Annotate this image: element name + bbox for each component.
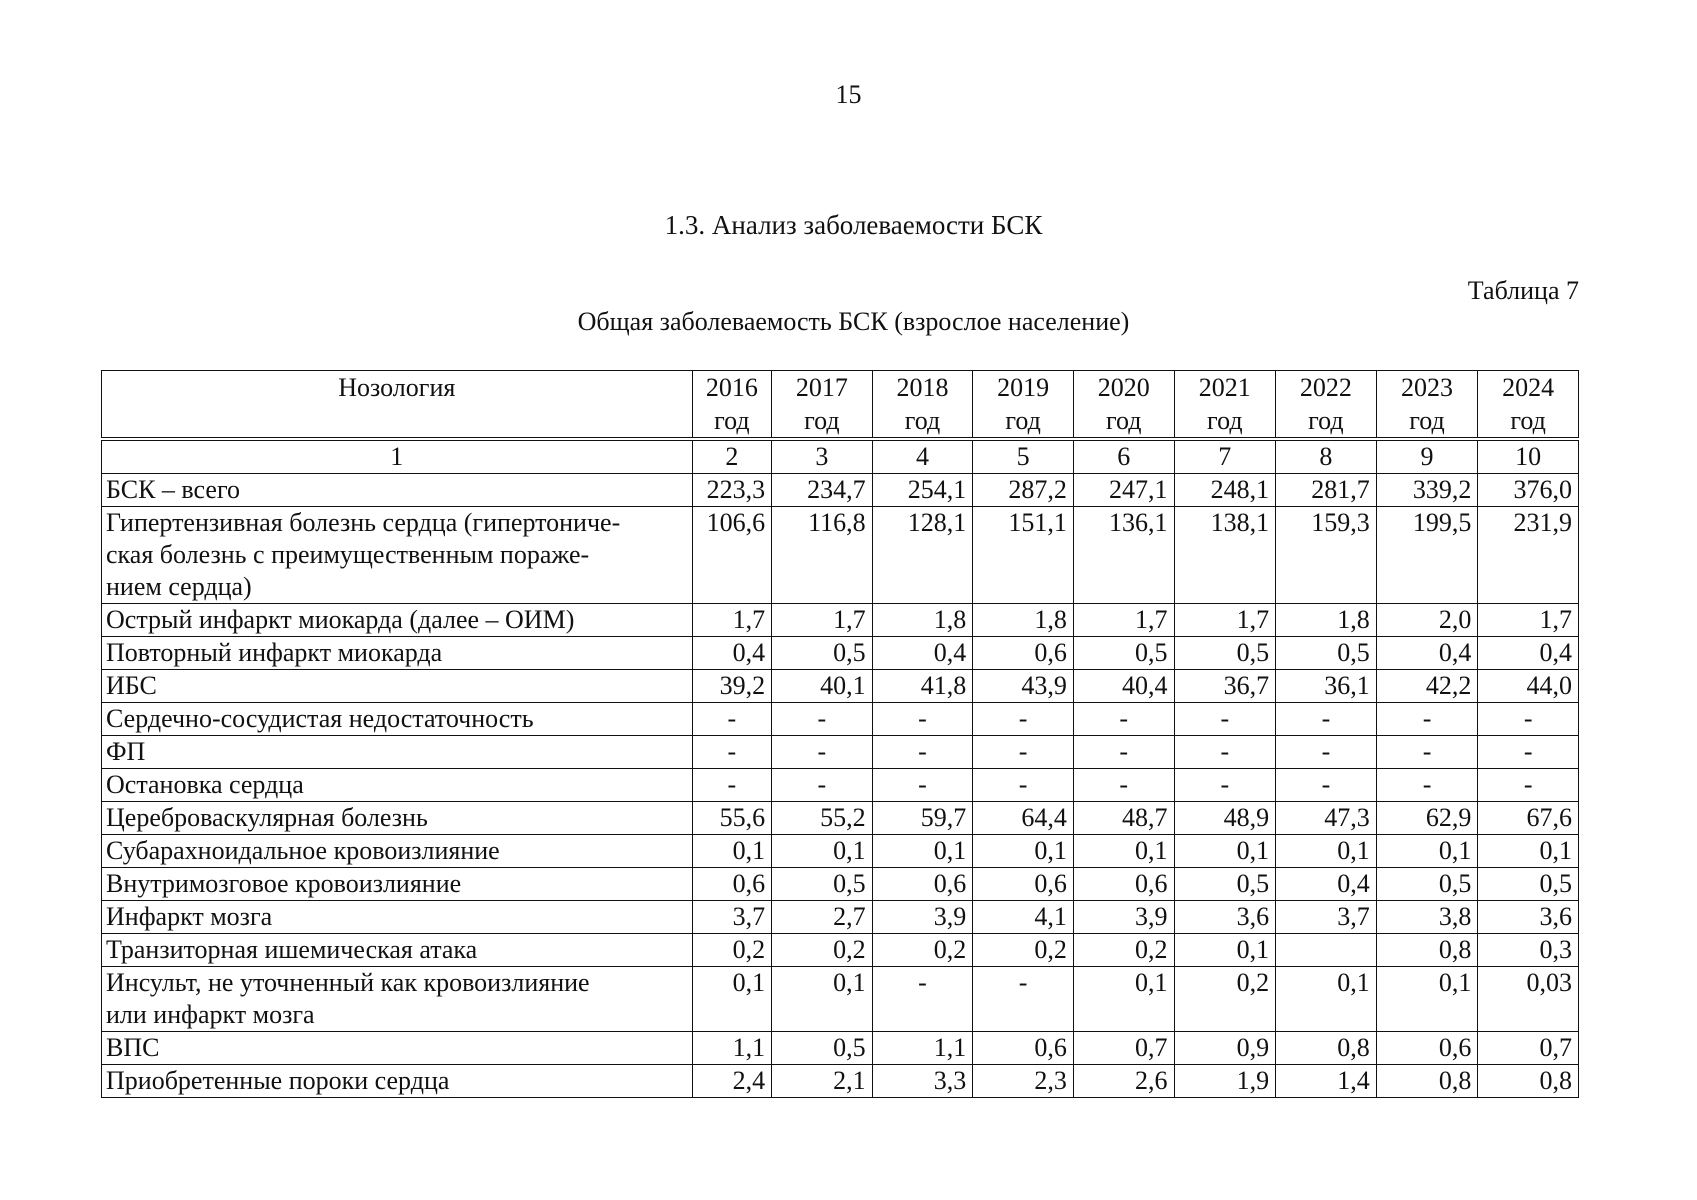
row-value-cell: 1,9 bbox=[1174, 1065, 1276, 1098]
row-nosology-name: Внутримозговое кровоизлияние bbox=[102, 868, 693, 901]
row-value-cell: 254,1 bbox=[872, 474, 973, 507]
row-nosology-name: Цереброваскулярная болезнь bbox=[102, 802, 693, 835]
row-value-cell: 0,4 bbox=[1276, 868, 1377, 901]
header-year: 2021 год bbox=[1174, 371, 1276, 440]
row-value-cell: 1,7 bbox=[1174, 604, 1276, 637]
row-value-cell: 281,7 bbox=[1276, 474, 1377, 507]
row-value-cell: 36,7 bbox=[1174, 670, 1276, 703]
row-value-cell: 287,2 bbox=[973, 474, 1074, 507]
row-value-cell: 0,7 bbox=[1478, 1032, 1579, 1065]
row-value-cell: - bbox=[1276, 769, 1377, 802]
row-value-cell: - bbox=[692, 703, 771, 736]
table-label: Таблица 7 bbox=[1467, 276, 1579, 305]
row-value-cell: 48,9 bbox=[1174, 802, 1276, 835]
table-row bbox=[102, 604, 1579, 637]
row-value-cell: 2,6 bbox=[1073, 1065, 1174, 1098]
row-value-cell: 0,5 bbox=[1073, 637, 1174, 670]
row-value-cell: 0,7 bbox=[1073, 1032, 1174, 1065]
row-value-cell: 0,2 bbox=[872, 934, 973, 967]
row-value-cell: 3,8 bbox=[1376, 901, 1478, 934]
row-value-cell: 138,1 bbox=[1174, 507, 1276, 604]
row-value-cell: 40,1 bbox=[772, 670, 873, 703]
row-value-cell: 106,6 bbox=[692, 507, 771, 604]
row-value-cell: 3,7 bbox=[692, 901, 771, 934]
header-year: 2020 год bbox=[1073, 371, 1174, 440]
row-value-cell: 0,2 bbox=[692, 934, 771, 967]
row-value-cell: 0,1 bbox=[872, 835, 973, 868]
row-value-cell: 36,1 bbox=[1276, 670, 1377, 703]
row-value-cell: 59,7 bbox=[872, 802, 973, 835]
row-value-cell: 0,5 bbox=[772, 1032, 873, 1065]
table-row bbox=[102, 802, 1579, 835]
row-value-cell: 0,5 bbox=[1376, 868, 1478, 901]
table-row bbox=[102, 637, 1579, 670]
row-value-cell: 0,1 bbox=[1174, 934, 1276, 967]
table-row bbox=[102, 967, 1579, 1032]
column-index-cell: 8 bbox=[1276, 439, 1377, 474]
row-value-cell: 0,5 bbox=[1174, 637, 1276, 670]
row-value-cell: 2,1 bbox=[772, 1065, 873, 1098]
header-year: 2019 год bbox=[973, 371, 1074, 440]
row-value-cell: 3,6 bbox=[1478, 901, 1579, 934]
header-nosology: Нозология bbox=[102, 371, 693, 440]
table-row bbox=[102, 703, 1579, 736]
section-title: 1.3. Анализ заболеваемости БСК bbox=[664, 210, 1043, 240]
table-row bbox=[102, 670, 1579, 703]
row-value-cell: 0,03 bbox=[1478, 967, 1579, 1032]
row-value-cell: 39,2 bbox=[692, 670, 771, 703]
row-value-cell: - bbox=[1174, 703, 1276, 736]
row-value-cell: 1,1 bbox=[872, 1032, 973, 1065]
row-value-cell: 3,3 bbox=[872, 1065, 973, 1098]
row-value-cell: 0,5 bbox=[1478, 868, 1579, 901]
row-value-cell: - bbox=[1376, 736, 1478, 769]
row-value-cell: 1,8 bbox=[872, 604, 973, 637]
column-index-row bbox=[102, 439, 1579, 474]
table-caption: Общая заболеваемость БСК (взрослое население) bbox=[577, 307, 1130, 336]
row-value-cell: 1,1 bbox=[692, 1032, 771, 1065]
table-row bbox=[102, 835, 1579, 868]
row-value-cell: 43,9 bbox=[973, 670, 1074, 703]
header-year: 2018 год bbox=[872, 371, 973, 440]
row-value-cell: - bbox=[1073, 769, 1174, 802]
row-value-cell: - bbox=[772, 703, 873, 736]
row-value-cell: 234,7 bbox=[772, 474, 873, 507]
row-value-cell: - bbox=[973, 769, 1074, 802]
row-value-cell: - bbox=[1073, 703, 1174, 736]
row-value-cell: 3,9 bbox=[1073, 901, 1174, 934]
row-value-cell: 0,4 bbox=[1478, 637, 1579, 670]
row-value-cell: 64,4 bbox=[973, 802, 1074, 835]
column-index-cell: 2 bbox=[692, 439, 771, 474]
row-value-cell: 3,6 bbox=[1174, 901, 1276, 934]
row-nosology-name: БСК – всего bbox=[102, 474, 693, 507]
row-value-cell: - bbox=[1478, 769, 1579, 802]
row-value-cell: - bbox=[1276, 736, 1377, 769]
row-value-cell: 339,2 bbox=[1376, 474, 1478, 507]
table-row bbox=[102, 901, 1579, 934]
row-value-cell: 48,7 bbox=[1073, 802, 1174, 835]
row-value-cell: - bbox=[1174, 736, 1276, 769]
row-nosology-name: Повторный инфаркт миокарда bbox=[102, 637, 693, 670]
row-nosology-name: Транзиторная ишемическая атака bbox=[102, 934, 693, 967]
row-value-cell: - bbox=[1174, 769, 1276, 802]
row-value-cell: 0,4 bbox=[1376, 637, 1478, 670]
column-index-cell: 6 bbox=[1073, 439, 1174, 474]
row-value-cell: 55,6 bbox=[692, 802, 771, 835]
row-value-cell: 0,5 bbox=[772, 868, 873, 901]
row-value-cell: - bbox=[1073, 736, 1174, 769]
row-value-cell: 2,3 bbox=[973, 1065, 1074, 1098]
row-value-cell: - bbox=[872, 967, 973, 1032]
row-value-cell: 0,3 bbox=[1478, 934, 1579, 967]
row-value-cell: 0,2 bbox=[772, 934, 873, 967]
row-value-cell: 1,7 bbox=[1073, 604, 1174, 637]
row-value-cell: - bbox=[872, 736, 973, 769]
header-year: 2024 год bbox=[1478, 371, 1579, 440]
row-value-cell: 0,5 bbox=[1174, 868, 1276, 901]
table-row bbox=[102, 474, 1579, 507]
row-value-cell: 0,1 bbox=[1174, 835, 1276, 868]
row-value-cell: - bbox=[692, 736, 771, 769]
column-index-cell: 3 bbox=[772, 439, 873, 474]
column-index-cell: 7 bbox=[1174, 439, 1276, 474]
header-year: 2023 год bbox=[1376, 371, 1478, 440]
row-value-cell: 0,6 bbox=[973, 1032, 1074, 1065]
row-nosology-name: ФП bbox=[102, 736, 693, 769]
row-value-cell: 0,5 bbox=[1276, 637, 1377, 670]
column-index-cell: 10 bbox=[1478, 439, 1579, 474]
row-value-cell: 0,1 bbox=[1276, 967, 1377, 1032]
row-value-cell: 3,9 bbox=[872, 901, 973, 934]
row-nosology-name: ИБС bbox=[102, 670, 693, 703]
page-number: 15 bbox=[835, 80, 862, 109]
row-nosology-name: Субарахноидальное кровоизлияние bbox=[102, 835, 693, 868]
table-row bbox=[102, 736, 1579, 769]
row-value-cell: 40,4 bbox=[1073, 670, 1174, 703]
row-value-cell: 3,7 bbox=[1276, 901, 1377, 934]
row-value-cell: 136,1 bbox=[1073, 507, 1174, 604]
row-value-cell: 0,1 bbox=[772, 967, 873, 1032]
row-value-cell: 128,1 bbox=[872, 507, 973, 604]
row-value-cell: 0,8 bbox=[1478, 1065, 1579, 1098]
row-value-cell: 151,1 bbox=[973, 507, 1074, 604]
row-value-cell: 1,7 bbox=[772, 604, 873, 637]
header-year: 2022 год bbox=[1276, 371, 1377, 440]
row-value-cell: 41,8 bbox=[872, 670, 973, 703]
table-row bbox=[102, 1032, 1579, 1065]
column-index-cell: 5 bbox=[973, 439, 1074, 474]
row-value-cell: 376,0 bbox=[1478, 474, 1579, 507]
row-value-cell: 0,6 bbox=[973, 637, 1074, 670]
row-value-cell: - bbox=[772, 736, 873, 769]
row-value-cell: 55,2 bbox=[772, 802, 873, 835]
row-value-cell: - bbox=[973, 967, 1074, 1032]
row-value-cell: - bbox=[1478, 703, 1579, 736]
row-value-cell: 1,8 bbox=[973, 604, 1074, 637]
row-value-cell: - bbox=[1376, 703, 1478, 736]
row-value-cell: 0,6 bbox=[1073, 868, 1174, 901]
row-nosology-name: Острый инфаркт миокарда (далее – ОИМ) bbox=[102, 604, 693, 637]
row-value-cell: 4,1 bbox=[973, 901, 1074, 934]
row-value-cell: 223,3 bbox=[692, 474, 771, 507]
row-value-cell: 0,1 bbox=[1478, 835, 1579, 868]
row-nosology-name: Приобретенные пороки сердца bbox=[102, 1065, 693, 1098]
row-value-cell: 0,1 bbox=[1073, 835, 1174, 868]
row-nosology-name: Гипертензивная болезнь сердца (гипертониче- ская болезнь с преимущественным пораже- нием сердца) bbox=[102, 507, 693, 604]
column-index-cell: 9 bbox=[1376, 439, 1478, 474]
row-value-cell: 0,2 bbox=[1174, 967, 1276, 1032]
morbidity-table bbox=[101, 370, 1579, 1098]
column-index-cell: 4 bbox=[872, 439, 973, 474]
row-value-cell: 0,8 bbox=[1376, 934, 1478, 967]
row-value-cell: 0,9 bbox=[1174, 1032, 1276, 1065]
row-value-cell bbox=[1276, 934, 1377, 967]
row-value-cell: 116,8 bbox=[772, 507, 873, 604]
row-value-cell: - bbox=[1478, 736, 1579, 769]
row-value-cell: 0,1 bbox=[692, 967, 771, 1032]
table-header-row bbox=[102, 371, 1579, 440]
row-value-cell: 67,6 bbox=[1478, 802, 1579, 835]
row-value-cell: 0,1 bbox=[973, 835, 1074, 868]
row-value-cell: 199,5 bbox=[1376, 507, 1478, 604]
table-row bbox=[102, 934, 1579, 967]
row-value-cell: 1,7 bbox=[1478, 604, 1579, 637]
row-value-cell: 2,4 bbox=[692, 1065, 771, 1098]
table-row bbox=[102, 769, 1579, 802]
row-value-cell: - bbox=[1376, 769, 1478, 802]
row-value-cell: 0,1 bbox=[772, 835, 873, 868]
row-value-cell: - bbox=[973, 736, 1074, 769]
row-nosology-name: Инсульт, не уточненный как кровоизлияние или инфаркт мозга bbox=[102, 967, 693, 1032]
row-value-cell: - bbox=[1276, 703, 1377, 736]
row-value-cell: 0,5 bbox=[772, 637, 873, 670]
row-nosology-name: Инфаркт мозга bbox=[102, 901, 693, 934]
row-value-cell: 2,7 bbox=[772, 901, 873, 934]
row-value-cell: 0,1 bbox=[1073, 967, 1174, 1032]
row-value-cell: 47,3 bbox=[1276, 802, 1377, 835]
row-value-cell: 42,2 bbox=[1376, 670, 1478, 703]
header-year: 2016 год bbox=[692, 371, 771, 440]
row-value-cell: 0,6 bbox=[973, 868, 1074, 901]
row-value-cell: 248,1 bbox=[1174, 474, 1276, 507]
table-row bbox=[102, 868, 1579, 901]
row-value-cell: - bbox=[872, 703, 973, 736]
row-value-cell: 0,6 bbox=[692, 868, 771, 901]
row-value-cell: 0,6 bbox=[1376, 1032, 1478, 1065]
row-value-cell: 0,1 bbox=[1376, 835, 1478, 868]
row-value-cell: 0,2 bbox=[973, 934, 1074, 967]
row-value-cell: 0,6 bbox=[872, 868, 973, 901]
row-nosology-name: Остановка сердца bbox=[102, 769, 693, 802]
row-value-cell: 0,8 bbox=[1376, 1065, 1478, 1098]
table-row bbox=[102, 1065, 1579, 1098]
row-value-cell: 0,1 bbox=[1276, 835, 1377, 868]
row-value-cell: - bbox=[872, 769, 973, 802]
row-value-cell: 1,7 bbox=[692, 604, 771, 637]
row-value-cell: - bbox=[772, 769, 873, 802]
row-value-cell: 2,0 bbox=[1376, 604, 1478, 637]
row-value-cell: 0,1 bbox=[1376, 967, 1478, 1032]
row-value-cell: - bbox=[692, 769, 771, 802]
row-value-cell: 159,3 bbox=[1276, 507, 1377, 604]
row-nosology-name: Сердечно-сосудистая недостаточность bbox=[102, 703, 693, 736]
header-year: 2017 год bbox=[772, 371, 873, 440]
table-row bbox=[102, 507, 1579, 604]
row-value-cell: 1,4 bbox=[1276, 1065, 1377, 1098]
row-value-cell: 0,4 bbox=[692, 637, 771, 670]
row-nosology-name: ВПС bbox=[102, 1032, 693, 1065]
row-value-cell: 0,4 bbox=[872, 637, 973, 670]
row-value-cell: 231,9 bbox=[1478, 507, 1579, 604]
row-value-cell: 0,2 bbox=[1073, 934, 1174, 967]
row-value-cell: 1,8 bbox=[1276, 604, 1377, 637]
row-value-cell: 0,8 bbox=[1276, 1032, 1377, 1065]
column-index-cell: 1 bbox=[102, 439, 693, 474]
row-value-cell: 62,9 bbox=[1376, 802, 1478, 835]
row-value-cell: 44,0 bbox=[1478, 670, 1579, 703]
row-value-cell: - bbox=[973, 703, 1074, 736]
row-value-cell: 247,1 bbox=[1073, 474, 1174, 507]
row-value-cell: 0,1 bbox=[692, 835, 771, 868]
